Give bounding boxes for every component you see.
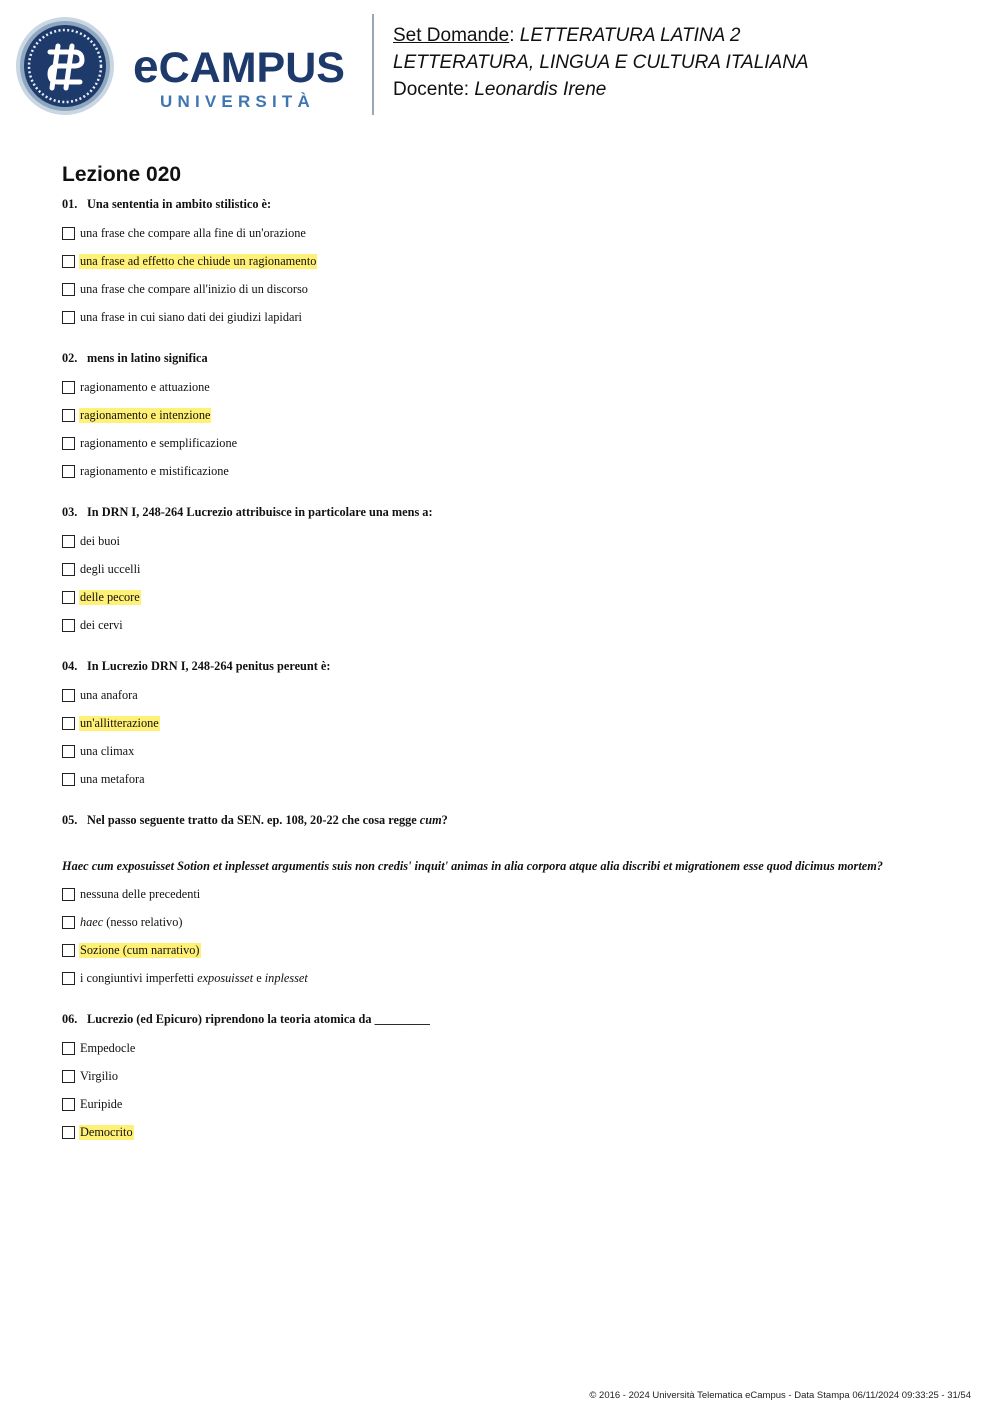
answer-checkbox[interactable] bbox=[62, 255, 75, 268]
question-01 bbox=[62, 196, 962, 331]
answer-checkbox[interactable] bbox=[62, 944, 75, 957]
answer-checkbox[interactable] bbox=[62, 745, 75, 758]
answer-option[interactable] bbox=[62, 457, 962, 485]
header-divider bbox=[372, 14, 374, 115]
answer-checkbox[interactable] bbox=[62, 916, 75, 929]
question-prompt: mens in latino significa bbox=[87, 351, 208, 365]
university-seal-logo bbox=[14, 16, 116, 116]
answer-text-part: e bbox=[253, 970, 265, 985]
answer-option[interactable] bbox=[62, 527, 962, 555]
page-header bbox=[0, 0, 1000, 130]
question-text bbox=[62, 812, 962, 828]
question-number: 06. bbox=[62, 1012, 78, 1026]
question-prompt: In Lucrezio DRN I, 248-264 penitus pereunt è: bbox=[87, 659, 331, 673]
question-05 bbox=[62, 812, 962, 992]
answer-option-correct[interactable] bbox=[62, 709, 962, 737]
answer-text: Euripide bbox=[80, 1096, 123, 1111]
answer-checkbox[interactable] bbox=[62, 972, 75, 985]
answer-option[interactable] bbox=[62, 373, 962, 401]
answer-checkbox[interactable] bbox=[62, 409, 75, 422]
answer-checkbox[interactable] bbox=[62, 283, 75, 296]
set-subtitle: LETTERATURA, LINGUA E CULTURA ITALIANA bbox=[393, 52, 809, 73]
answer-option[interactable] bbox=[62, 303, 962, 331]
question-number: 02. bbox=[62, 351, 78, 365]
answer-option[interactable] bbox=[62, 429, 962, 457]
answer-text-highlighted: delle pecore bbox=[80, 589, 140, 604]
question-prompt: Nel passo seguente tratto da SEN. ep. 108, 20-22 che cosa regge bbox=[87, 813, 417, 827]
brand-name-e: e bbox=[133, 40, 159, 92]
brand-name-rest: CAMPUS bbox=[158, 44, 345, 92]
question-number: 03. bbox=[62, 505, 78, 519]
answer-text-highlighted: ragionamento e intenzione bbox=[80, 407, 211, 422]
answer-checkbox[interactable] bbox=[62, 1098, 75, 1111]
question-number: 01. bbox=[62, 197, 78, 211]
answer-option[interactable] bbox=[62, 681, 962, 709]
answer-text bbox=[79, 915, 183, 930]
answer-text: una anafora bbox=[80, 687, 138, 702]
answer-text-highlighted: un'allitterazione bbox=[80, 715, 159, 730]
answer-text: una metafora bbox=[80, 771, 145, 786]
answer-text: dei buoi bbox=[80, 533, 120, 548]
answer-text: nessuna delle precedenti bbox=[80, 886, 201, 901]
answer-checkbox[interactable] bbox=[62, 437, 75, 450]
question-prompt-italic: cum bbox=[419, 813, 442, 827]
docente-line bbox=[393, 76, 809, 103]
answer-text-highlighted: Sozione (cum narrativo) bbox=[80, 942, 200, 957]
question-text bbox=[62, 504, 962, 520]
answer-checkbox[interactable] bbox=[62, 1042, 75, 1055]
answer-option-correct[interactable] bbox=[62, 401, 962, 429]
answer-checkbox[interactable] bbox=[62, 1126, 75, 1139]
answer-option[interactable] bbox=[62, 765, 962, 793]
ecampus-wordmark bbox=[133, 40, 345, 112]
question-02 bbox=[62, 350, 962, 485]
answer-checkbox[interactable] bbox=[62, 591, 75, 604]
answer-text: ragionamento e attuazione bbox=[80, 379, 210, 394]
docente-name: Leonardis Irene bbox=[474, 79, 607, 100]
answer-checkbox[interactable] bbox=[62, 619, 75, 632]
answer-text: una frase che compare alla fine di un'orazione bbox=[80, 225, 306, 240]
answer-option[interactable] bbox=[62, 880, 962, 908]
answer-checkbox[interactable] bbox=[62, 381, 75, 394]
brand-name bbox=[133, 40, 345, 92]
answer-option-correct[interactable] bbox=[62, 936, 962, 964]
answer-checkbox[interactable] bbox=[62, 563, 75, 576]
answer-text: Empedocle bbox=[80, 1040, 136, 1055]
lesson-title: Lezione 020 bbox=[62, 163, 182, 186]
answer-text-italic: inplesset bbox=[264, 970, 308, 985]
answer-text-highlighted: una frase ad effetto che chiude un ragionamento bbox=[80, 253, 317, 268]
question-text bbox=[62, 196, 962, 212]
answer-option-correct[interactable] bbox=[62, 1118, 962, 1146]
answer-checkbox[interactable] bbox=[62, 773, 75, 786]
answer-option[interactable] bbox=[62, 1034, 962, 1062]
answer-option[interactable] bbox=[62, 1090, 962, 1118]
answer-text bbox=[79, 971, 309, 986]
answer-checkbox[interactable] bbox=[62, 227, 75, 240]
question-number: 05. bbox=[62, 813, 78, 827]
question-number: 04. bbox=[62, 659, 78, 673]
answer-option[interactable] bbox=[62, 1062, 962, 1090]
question-prompt-end: ? bbox=[441, 813, 448, 827]
answer-text: ragionamento e semplificazione bbox=[80, 435, 238, 450]
question-text bbox=[62, 658, 962, 674]
set-title-line: Set Domande: LETTERATURA LATINA 2 bbox=[393, 25, 741, 46]
set-label: Set Domande bbox=[393, 25, 510, 46]
lesson-content bbox=[62, 163, 962, 1165]
question-04 bbox=[62, 658, 962, 793]
page-footer: © 2016 - 2024 Università Telematica eCampus - Data Stampa 06/11/2024 09:33:25 - 31/54 bbox=[589, 1390, 971, 1401]
answer-text-highlighted: Democrito bbox=[80, 1124, 133, 1139]
answer-option[interactable] bbox=[62, 611, 962, 639]
question-06 bbox=[62, 1011, 962, 1146]
answer-checkbox[interactable] bbox=[62, 888, 75, 901]
answer-checkbox[interactable] bbox=[62, 1070, 75, 1083]
answer-text: ragionamento e mistificazione bbox=[80, 463, 229, 478]
answer-text: Virgilio bbox=[80, 1068, 118, 1083]
answer-option-correct[interactable] bbox=[62, 583, 962, 611]
set-subtitle-line bbox=[393, 49, 809, 76]
question-prompt: In DRN I, 248-264 Lucrezio attribuisce in particolare una mens a: bbox=[87, 505, 433, 519]
question-prompt: Una sententia in ambito stilistico è: bbox=[87, 197, 272, 211]
answer-option[interactable] bbox=[62, 908, 962, 936]
answer-text: degli uccelli bbox=[80, 561, 141, 576]
latin-passage: Haec cum exposuisset Sotion et inplesset argumentis suis non credis' inquit' animas in alia corpora atque alia discribi et migrationem esse quod dicimus mortem? bbox=[62, 859, 883, 873]
answer-checkbox[interactable] bbox=[62, 689, 75, 702]
set-title: LETTERATURA LATINA 2 bbox=[519, 25, 741, 46]
question-prompt: Lucrezio (ed Epicuro) riprendono la teoria atomica da _________ bbox=[87, 1012, 430, 1026]
answer-text: dei cervi bbox=[80, 617, 123, 632]
answer-option[interactable] bbox=[62, 555, 962, 583]
answer-option[interactable] bbox=[62, 737, 962, 765]
answer-text-rest: (nesso relativo) bbox=[103, 914, 183, 929]
answer-checkbox[interactable] bbox=[62, 535, 75, 548]
answer-text-italic: haec bbox=[80, 914, 104, 929]
answer-text: una frase che compare all'inizio di un discorso bbox=[80, 281, 308, 296]
answer-checkbox[interactable] bbox=[62, 465, 75, 478]
question-03 bbox=[62, 504, 962, 639]
answer-checkbox[interactable] bbox=[62, 717, 75, 730]
answer-text-part: i congiuntivi imperfetti bbox=[80, 970, 198, 985]
answer-text: una frase in cui siano dati dei giudizi lapidari bbox=[80, 309, 302, 324]
answer-text: una climax bbox=[80, 743, 135, 758]
question-text bbox=[62, 350, 962, 366]
docente-label: Docente: bbox=[393, 79, 470, 100]
answer-checkbox[interactable] bbox=[62, 311, 75, 324]
answer-option[interactable] bbox=[62, 964, 962, 992]
answer-option[interactable] bbox=[62, 219, 962, 247]
answer-option-correct[interactable] bbox=[62, 247, 962, 275]
answer-option[interactable] bbox=[62, 275, 962, 303]
answer-text-italic: exposuisset bbox=[197, 970, 254, 985]
set-info bbox=[393, 22, 809, 103]
question-text bbox=[62, 1011, 962, 1027]
brand-subtitle: UNIVERSITÀ bbox=[160, 92, 315, 111]
